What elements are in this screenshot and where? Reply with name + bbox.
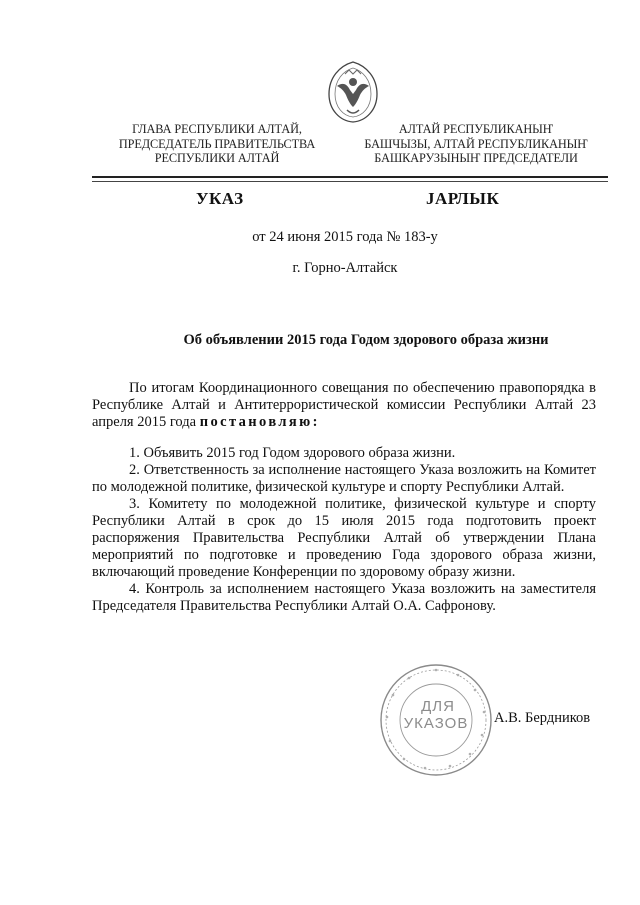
header-left-line: РЕСПУБЛИКИ АЛТАЙ: [154, 151, 280, 165]
header-right-line: БАШЧЫЗЫ, АЛТАЙ РЕСПУБЛИКАНЫҤ: [364, 136, 588, 151]
decree-subject-title: Об объявлении 2015 года Годом здорового образа жизни: [183, 332, 549, 348]
doc-type-russian: УКАЗ: [196, 189, 244, 208]
header-right-line: БАШКАРУЗЫНЫҤ ПРЕДСЕДАТЕЛИ: [374, 151, 578, 165]
coat-of-arms-emblem-icon: [323, 60, 383, 124]
header-left-line: ГЛАВА РЕСПУБЛИКИ АЛТАЙ,: [132, 122, 302, 136]
decree-item: 1. Объявить 2015 год Годом здорового образа жизни.: [129, 445, 456, 461]
stamp-line: УКАЗОВ: [403, 715, 469, 732]
decree-item: 3. Комитету по молодежной политике, физической культуре и спорту Республики Алтай в срок до 15 июля 2015 года подготовить проект распоряжения Правительства Республики Алтай об утверждении Плана мероприятий по подготовке и проведению Года здорового образа жизни, включающий проведение Конференции по здоровому образу жизни.: [92, 496, 596, 580]
decree-date-number: от 24 июня 2015 года № 183-у: [252, 229, 438, 245]
decree-body: [92, 380, 596, 615]
decree-item: 2. Ответственность за исполнение настоящего Указа возложить на Комитет по молодежной политике, физической культуре и спорту Республики Алтай.: [92, 462, 596, 495]
round-seal-stamp: [378, 662, 494, 778]
stamp-line: ДЛЯ: [421, 698, 455, 715]
header-right-altai: [352, 122, 600, 166]
header-left-russian: [108, 122, 326, 166]
signer-name: А.В. Бердников: [494, 710, 591, 726]
preamble-paragraph: [92, 380, 596, 431]
decree-item: 4. Контроль за исполнением настоящего Указа возложить на заместителя Председателя Правительства Республики Алтай О.А. Сафронову.: [92, 581, 596, 614]
header-right-line: АЛТАЙ РЕСПУБЛИКАНЫҤ: [398, 122, 554, 136]
decree-city: г. Горно-Алтайск: [292, 260, 398, 276]
header-rule-thick: [92, 176, 608, 178]
doc-type-altai: JАРЛЫК: [426, 189, 500, 208]
decree-word: постановляю:: [199, 414, 320, 430]
header-left-line: ПРЕДСЕДАТЕЛЬ ПРАВИТЕЛЬСТВА: [118, 136, 316, 151]
preamble-text: По итогам Координационного совещания по обеспечению правопорядка в Республике Алтай и Антитеррористической комиссии Республики Алтай 23 апреля 2015 года: [92, 380, 596, 430]
header-rule-thin: [92, 181, 608, 182]
